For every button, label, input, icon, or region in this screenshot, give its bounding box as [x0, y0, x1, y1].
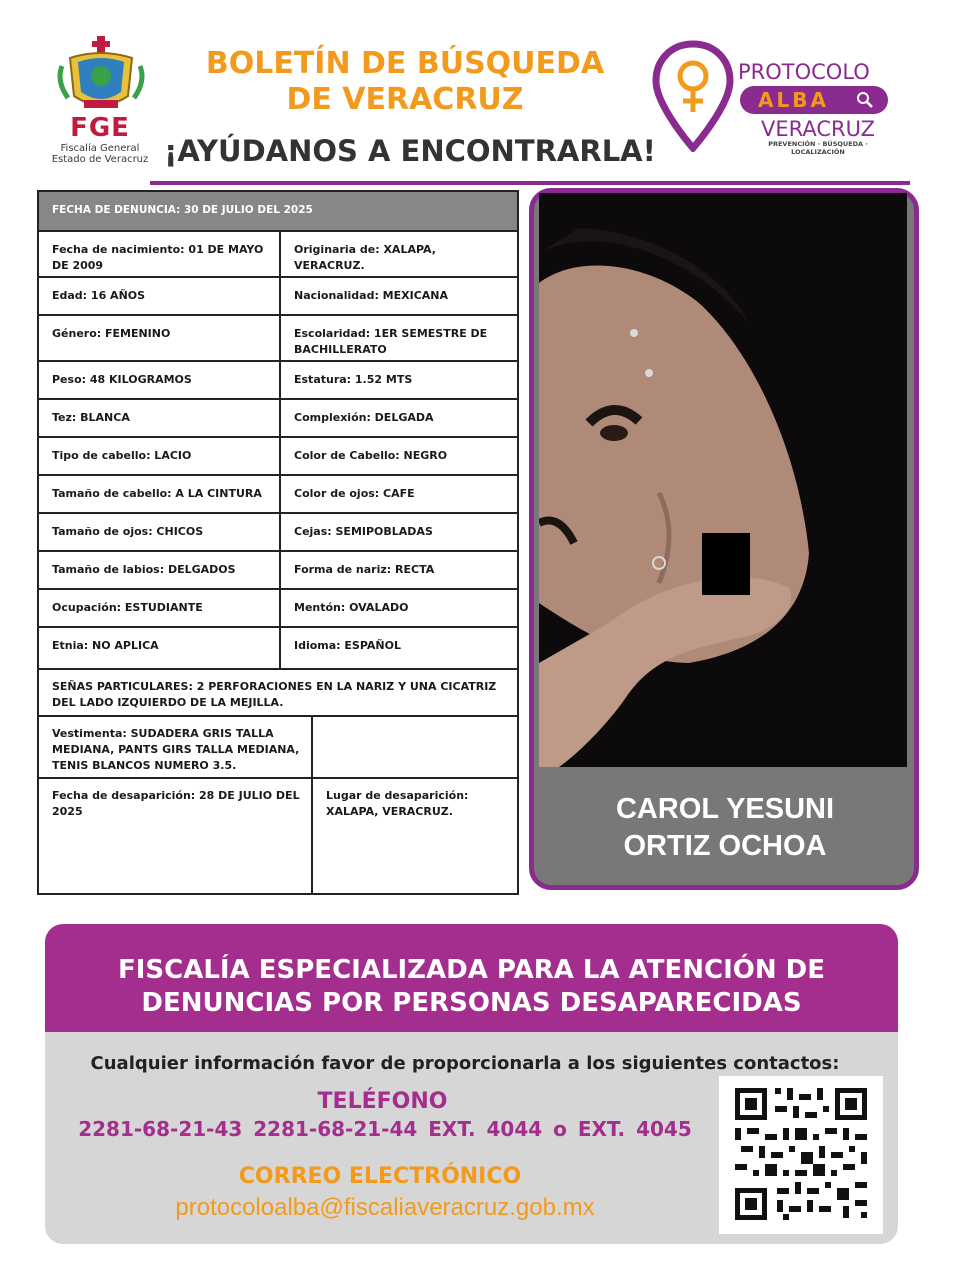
tipo-cabello: Tipo de cabello: LACIO [39, 438, 281, 474]
table-row-fecha-denuncia [39, 192, 517, 232]
fiscalia-line1: FISCALÍA ESPECIALIZADA PARA LA ATENCIÓN DE [117, 955, 826, 985]
fge-full-name [40, 143, 160, 165]
table-row [39, 362, 517, 400]
originaria: Originaria de: XALAPA, VERACRUZ. [294, 243, 436, 272]
fiscalia-title [60, 954, 883, 1020]
forma-nariz: Forma de nariz: RECTA [294, 563, 435, 576]
fge-abbreviation: FGE [70, 113, 130, 143]
table-row [39, 628, 517, 670]
table-row [39, 316, 517, 362]
missing-person-photo [539, 193, 907, 767]
tamano-labios: Tamaño de labios: DELGADOS [39, 552, 281, 588]
qr-code-icon[interactable] [719, 1076, 883, 1234]
alba-label: ALBA [758, 88, 829, 112]
qr-code-graphic [719, 1076, 883, 1234]
menton: Mentón: OVALADO [294, 601, 409, 614]
genero: Género: FEMENINO [39, 316, 281, 360]
person-data-table [37, 190, 519, 895]
complexion: Complexión: DELGADA [294, 411, 434, 424]
table-row [39, 514, 517, 552]
table-row [39, 476, 517, 514]
lugar-desaparicion: Lugar de desaparición: XALAPA, VERACRUZ. [326, 789, 469, 818]
table-row [39, 590, 517, 628]
tez: Tez: BLANCA [39, 400, 281, 436]
tamano-cabello: Tamaño de cabello: A LA CINTURA [39, 476, 281, 512]
escolaridad: Escolaridad: 1ER SEMESTRE DE BACHILLERATO [294, 327, 488, 356]
correo-label: CORREO ELECTRÓNICO [238, 1164, 522, 1189]
alba-veracruz-label: VERACRUZ [760, 117, 875, 141]
title-line1: BOLETÍN DE BÚSQUEDA [205, 46, 605, 81]
table-row [39, 232, 517, 278]
fecha-nacimiento: Fecha de nacimiento: 01 DE MAYO DE 2009 [39, 232, 281, 276]
table-row-senas [39, 670, 517, 717]
vestimenta: Vestimenta: SUDADERA GRIS TALLA MEDIANA, PANTS GIRS TALLA MEDIANA, TENIS BLANCOS NUMERO 3.5. [39, 717, 313, 777]
edad: Edad: 16 AÑOS [39, 278, 281, 314]
table-row [39, 278, 517, 316]
table-row [39, 552, 517, 590]
color-cabello: Color de Cabello: NEGRO [294, 449, 448, 462]
bulletin-title [170, 46, 640, 118]
fge-name-line2: Estado de Veracruz [51, 154, 149, 165]
person-name-line2: ORTIZ OCHOA [623, 830, 827, 862]
venus-pin-icon [652, 40, 734, 152]
telefono-numbers[interactable]: 2281-68-21-43 2281-68-21-44 EXT. 4044 o EXT. 4045 [78, 1117, 692, 1141]
table-row [39, 438, 517, 476]
person-name-line1: CAROL YESUNI [615, 793, 835, 825]
telefono-label: TELÉFONO [317, 1089, 448, 1114]
table-row-desaparicion [39, 779, 517, 893]
help-find-subtitle: ¡AYÚDANOS A ENCONTRARLA! [164, 134, 656, 168]
fge-coat-of-arms-icon [48, 36, 153, 116]
tamano-ojos: Tamaño de ojos: CHICOS [39, 514, 281, 550]
table-row-vestimenta [39, 717, 517, 779]
color-ojos: Color de ojos: CAFE [294, 487, 415, 500]
cejas: Cejas: SEMIPOBLADAS [294, 525, 433, 538]
fecha-desaparicion: Fecha de desaparición: 28 DE JULIO DEL 2025 [39, 779, 313, 893]
search-icon [856, 91, 874, 109]
fge-name-line1: Fiscalía General [60, 143, 140, 154]
contact-intro: Cualquier información favor de proporcionarla a los siguientes contactos: [90, 1053, 840, 1074]
etnia: Etnia: NO APLICA [39, 628, 281, 668]
alba-tagline: PREVENCIÓN · BÚSQUEDA · LOCALIZACIÓN [768, 140, 868, 156]
nacionalidad: Nacionalidad: MEXICANA [294, 289, 449, 302]
fiscalia-line2: DENUNCIAS POR PERSONAS DESAPARECIDAS [141, 988, 802, 1018]
alba-protocolo-label: PROTOCOLO [738, 60, 870, 84]
peso: Peso: 48 KILOGRAMOS [39, 362, 281, 398]
title-line2: DE VERACRUZ [286, 82, 524, 117]
fecha-denuncia: FECHA DE DENUNCIA: 30 DE JULIO DEL 2025 [52, 204, 313, 216]
email-link[interactable]: protocoloalba@fiscaliaveracruz.gob.mx [175, 1194, 595, 1221]
table-row [39, 400, 517, 438]
idioma: Idioma: ESPAÑOL [294, 639, 401, 652]
header-divider [150, 181, 910, 185]
ocupacion: Ocupación: ESTUDIANTE [39, 590, 281, 626]
senas-particulares: SEÑAS PARTICULARES: 2 PERFORACIONES EN LA NARIZ Y UNA CICATRIZ DEL LADO IZQUIERDO DE LA MEJILLA. [52, 680, 497, 709]
estatura: Estatura: 1.52 MTS [294, 373, 413, 386]
